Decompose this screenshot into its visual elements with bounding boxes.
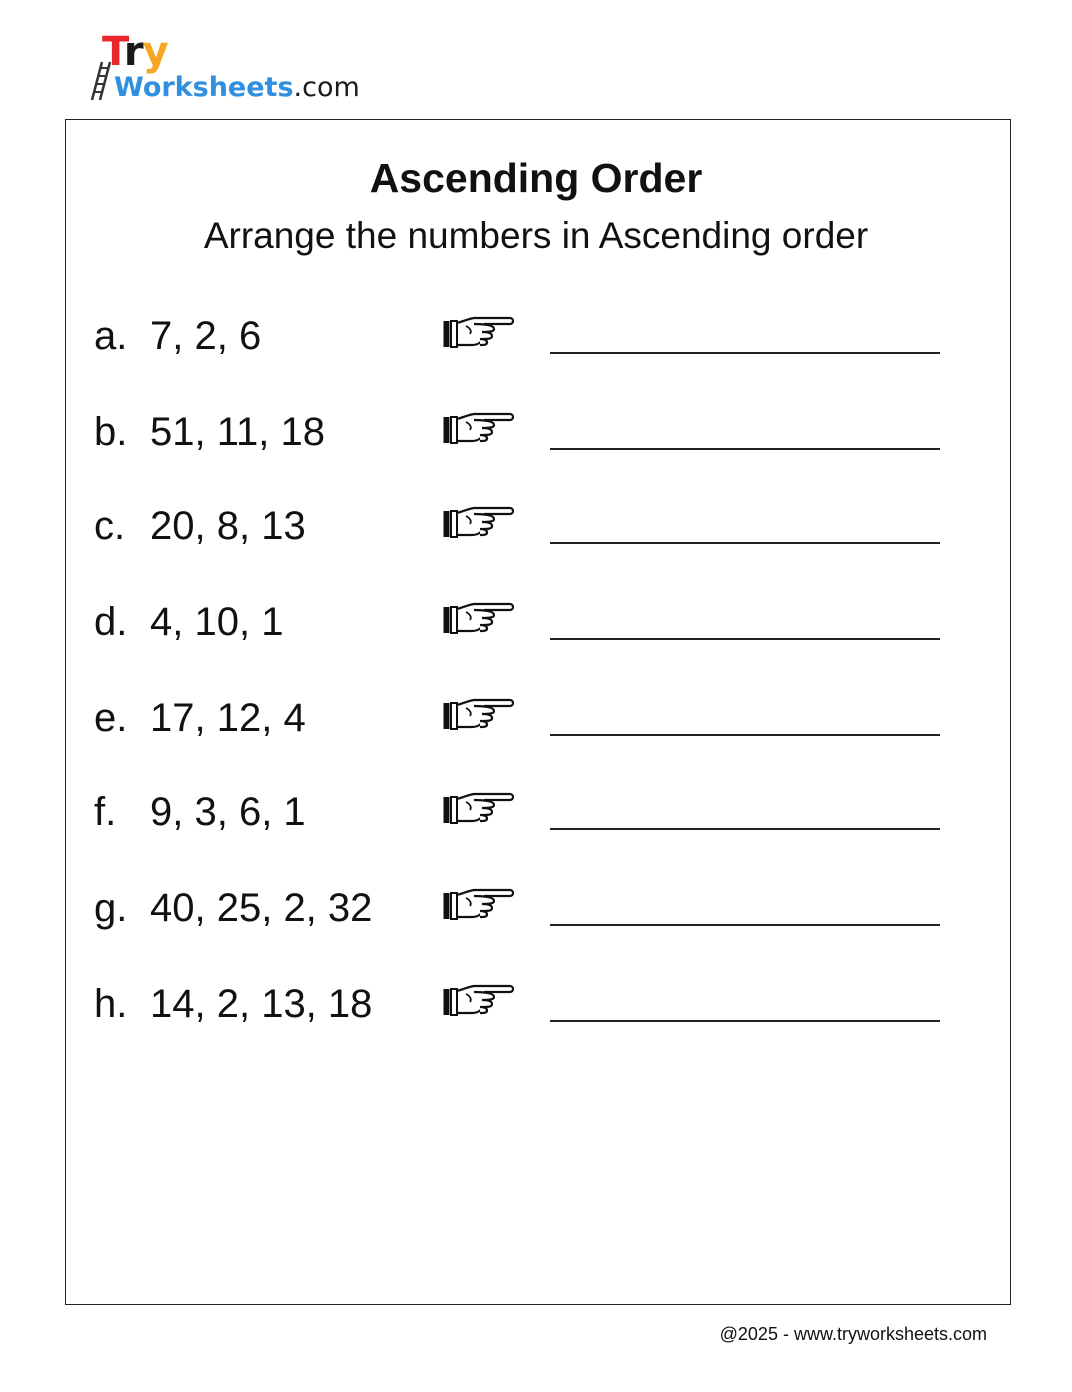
question-numbers: 14, 2, 13, 18 [150, 982, 373, 1026]
question-row [0, 776, 1072, 856]
question-letter: c. [94, 504, 126, 548]
question-label [94, 884, 372, 932]
answer-line[interactable] [550, 448, 940, 450]
question-label [94, 788, 306, 836]
answer-line[interactable] [550, 828, 940, 830]
question-row [0, 586, 1072, 666]
pointing-hand-icon [442, 600, 516, 640]
question-letter: d. [94, 600, 128, 644]
question-label [94, 694, 306, 742]
question-numbers: 51, 11, 18 [150, 410, 325, 454]
question-row [0, 396, 1072, 476]
logo-try-text: Try [102, 29, 168, 75]
answer-line[interactable] [550, 542, 940, 544]
question-numbers: 17, 12, 4 [150, 696, 306, 740]
answer-line[interactable] [550, 638, 940, 640]
question-numbers: 40, 25, 2, 32 [150, 886, 373, 930]
question-row [0, 968, 1072, 1048]
question-numbers: 4, 10, 1 [150, 600, 284, 644]
answer-line[interactable] [550, 734, 940, 736]
logo-worksheets-text: Worksheets.com [114, 72, 360, 103]
question-row [0, 490, 1072, 570]
pointing-hand-icon [442, 696, 516, 736]
pointing-hand-icon [442, 314, 516, 354]
question-row [0, 300, 1072, 380]
question-label [94, 502, 306, 550]
question-numbers: 20, 8, 13 [150, 504, 306, 548]
copyright-footer: @2025 - www.tryworksheets.com [719, 1324, 987, 1344]
question-letter: h. [94, 982, 128, 1026]
question-letter: e. [94, 696, 128, 740]
answer-line[interactable] [550, 352, 940, 354]
question-letter: b. [94, 410, 128, 454]
question-numbers: 9, 3, 6, 1 [150, 790, 306, 834]
question-label [94, 980, 372, 1028]
page-title: Ascending Order [369, 155, 703, 201]
answer-line[interactable] [550, 1020, 940, 1022]
site-logo [88, 29, 360, 106]
pointing-hand-icon [442, 410, 516, 450]
question-row [0, 682, 1072, 762]
pointing-hand-icon [442, 504, 516, 544]
pointing-hand-icon [442, 982, 516, 1022]
question-label [94, 312, 261, 360]
question-letter: a. [94, 314, 128, 358]
question-numbers: 7, 2, 6 [150, 314, 262, 358]
question-label [94, 408, 325, 456]
instructions: Arrange the numbers in Ascending order [203, 215, 869, 256]
question-letter: f. [94, 790, 117, 834]
pointing-hand-icon [442, 886, 516, 926]
question-row [0, 872, 1072, 952]
question-label [94, 598, 283, 646]
answer-line[interactable] [550, 924, 940, 926]
question-letter: g. [94, 886, 128, 930]
pointing-hand-icon [442, 790, 516, 830]
